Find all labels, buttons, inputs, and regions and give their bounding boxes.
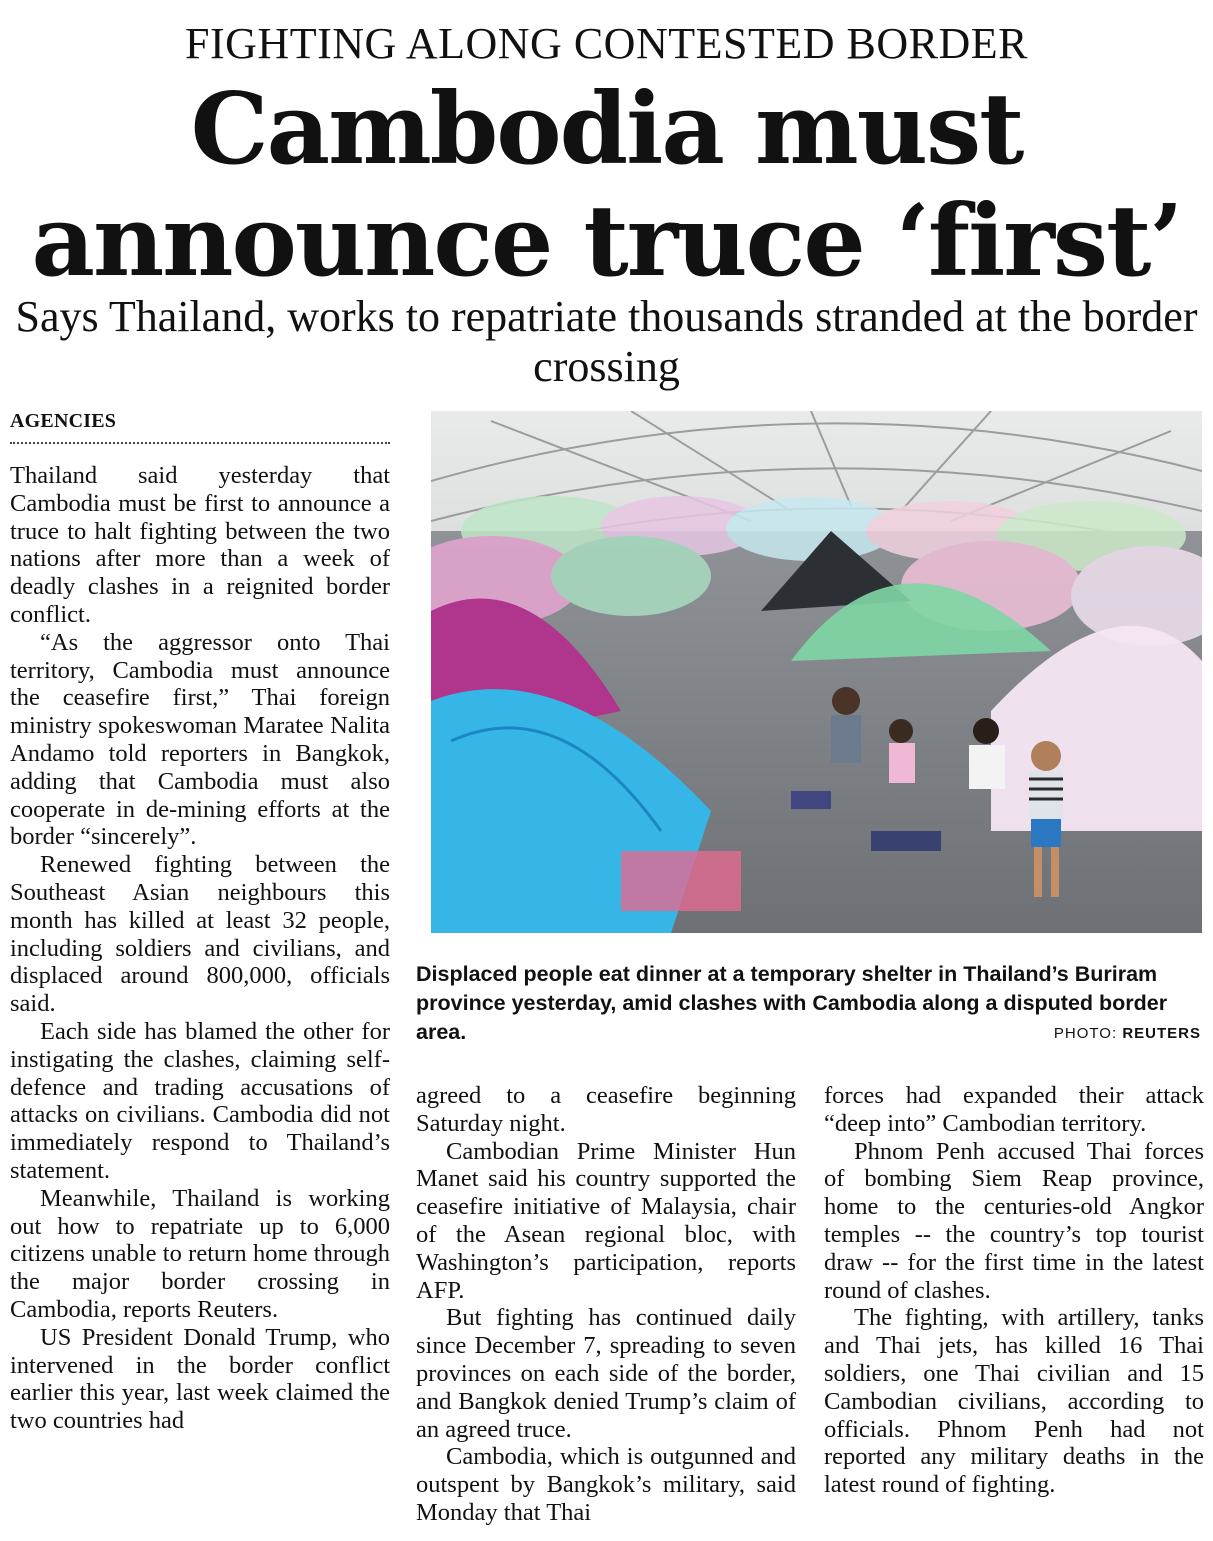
shelter-photo (431, 411, 1202, 933)
photo-credit-source: REUTERS (1122, 1025, 1201, 1042)
paragraph: Each side has blamed the other for instigating the clashes, claiming self-defence and trading accusations of attacks on civilians. Cambodia did not immediately respond to Thailand’s statement. (10, 1017, 390, 1184)
article-kicker: FIGHTING ALONG CONTESTED BORDER (185, 19, 1028, 68)
paragraph: Renewed fighting between the Southeast Asian neighbours this month has killed at least 32 people, including soldiers and civilians, and displaced around 800,000, officials said. (10, 851, 390, 1018)
paragraph: “As the aggressor onto Thai territory, Cambodia must announce the ceasefire first,” Thai foreign ministry spokeswoman Maratee Nalita Andamo told reporters in Bangkok, adding that Cambodia must also cooperate in de-mining efforts at the border “sincerely”. (10, 628, 390, 851)
headline-line-1: Cambodia must (190, 72, 1023, 187)
paragraph: Phnom Penh accused Thai forces of bombing Siem Reap province, home to the centuries-old Angkor temples -- the country’s top tourist draw -- for the first time in the latest round of clashes. (824, 1137, 1204, 1304)
photo-credit (1054, 1025, 1201, 1042)
byline: AGENCIES (10, 408, 390, 444)
body-column-1 (10, 462, 390, 1435)
photo-caption: Displaced people eat dinner at a temporary shelter in Thailand’s Buriram province yesterday, amid clashes with Cambodia along a disputed border area. (416, 962, 1168, 1044)
paragraph: agreed to a ceasefire beginning Saturday night. (416, 1082, 796, 1137)
paragraph: forces had expanded their attack “deep into” Cambodian territory. (824, 1082, 1204, 1137)
paragraph: Meanwhile, Thailand is working out how to repatriate up to 6,000 citizens unable to return home through the major border crossing in Cambodia, reports Reuters. (10, 1184, 390, 1323)
paragraph: Cambodia, which is outgunned and outspent by Bangkok’s military, said Monday that Thai (416, 1443, 796, 1526)
paragraph: Cambodian Prime Minister Hun Manet said his country supported the ceasefire initiative of Malaysia, chair of the Asean regional bloc, with Washington’s participation, reports AFP. (416, 1137, 796, 1304)
paragraph: The fighting, with artillery, tanks and Thai jets, has killed 16 Thai soldiers, one Thai civilian and 15 Cambodian civilians, according to officials. Phnom Penh had not reported any military deaths in the latest round of fighting. (824, 1304, 1204, 1499)
body-column-2 (416, 1082, 796, 1527)
headline-line-2: announce truce ‘first’ (31, 184, 1182, 299)
body-column-3 (824, 1082, 1204, 1499)
paragraph: US President Donald Trump, who intervened in the border conflict earlier this year, last week claimed the two countries had (10, 1323, 390, 1435)
paragraph: But fighting has continued daily since December 7, spreading to seven provinces on each side of the border, and Bangkok denied Trump’s claim of an agreed truce. (416, 1304, 796, 1443)
shelter-photo-illustration (431, 411, 1202, 933)
article-deck: Says Thailand, works to repatriate thousands stranded at the border crossing (15, 292, 1198, 391)
photo-credit-label: PHOTO: (1053, 1025, 1118, 1042)
article-headline (0, 74, 1213, 298)
paragraph: Thailand said yesterday that Cambodia must be first to announce a truce to halt fighting between the two nations after more than a week of deadly clashes in a reignited border conflict. (10, 462, 390, 628)
